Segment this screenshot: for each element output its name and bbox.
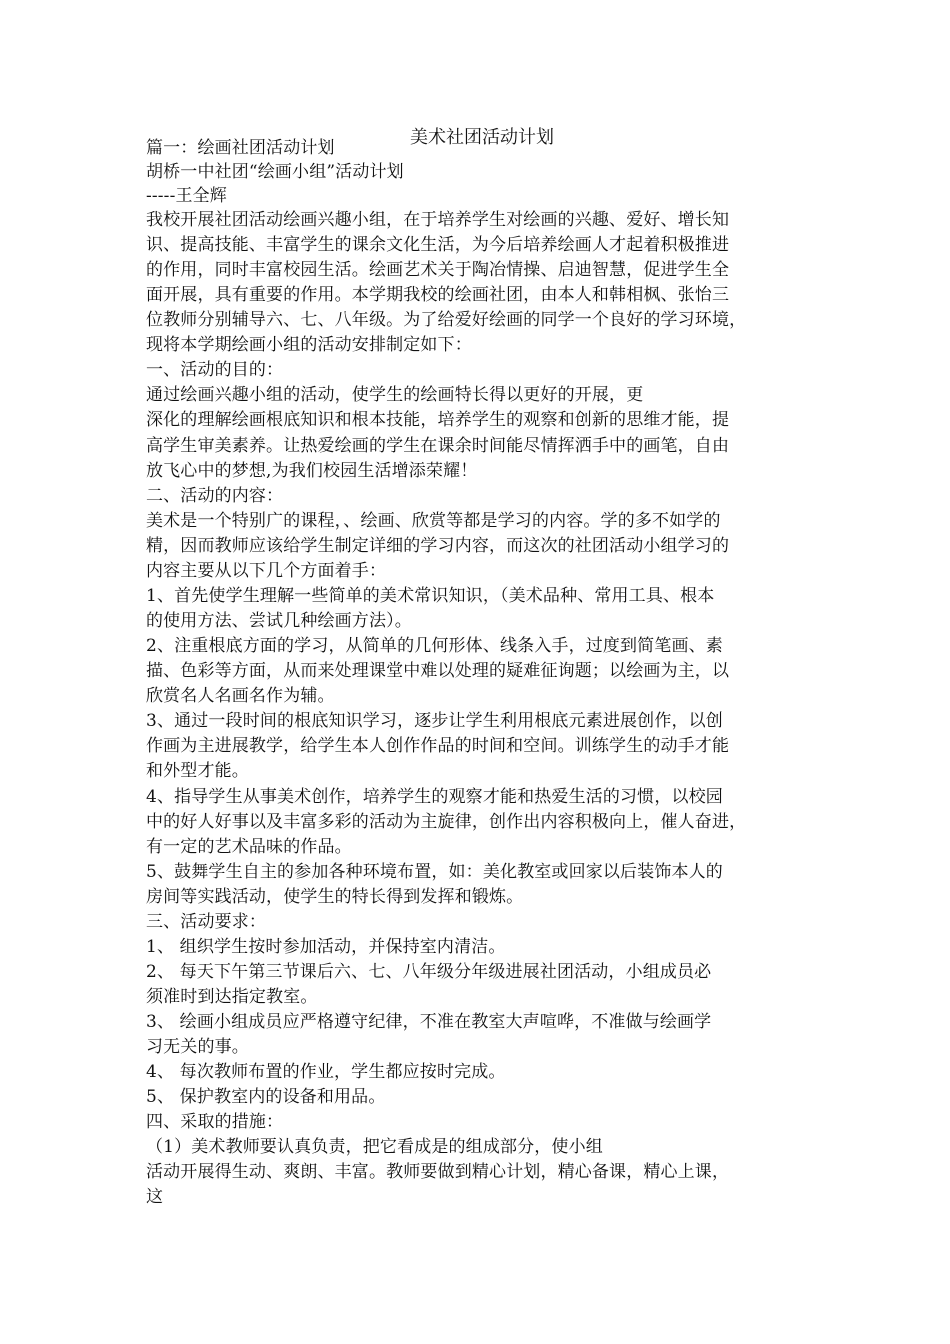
text-line: 二、活动的内容： [146, 486, 284, 506]
text-line: 中的好人好事以及丰富多彩的活动为主旋律，创作出内容积极向上，催人奋进， [146, 812, 747, 832]
text-line: 内容主要从以下几个方面着手： [146, 561, 387, 581]
text-line: 3、 绘画小组成员应严格遵守纪律，不准在教室大声喧哗，不准做与绘画学 [146, 1012, 712, 1032]
text-line: 须准时到达指定教室。 [146, 987, 318, 1007]
text-line: 的作用，同时丰富校园生活。绘画艺术关于陶冶情操、启迪智慧，促进学生全 [146, 260, 730, 280]
text-line: 1、 组织学生按时参加活动，并保持室内清洁。 [146, 937, 506, 957]
text-line: 1、首先使学生理解一些简单的美术常识知识，（美术品种、常用工具、根本 [146, 586, 715, 606]
text-line: 现将本学期绘画小组的活动安排制定如下： [146, 335, 472, 355]
text-line: 这 [146, 1187, 164, 1207]
text-line: 放飞心中的梦想,为我们校园生活增添荣耀！ [146, 461, 478, 481]
text-line: 识、提高技能、丰富学生的课余文化生活，为今后培养绘画人才起着积极推进 [146, 235, 730, 255]
text-line: 和外型才能。 [146, 761, 249, 781]
text-line: 3、通过一段时间的根底知识学习，逐步让学生利用根底元素进展创作，以创 [146, 711, 723, 731]
text-line: 面开展，具有重要的作用。本学期我校的绘画社团，由本人和韩相枫、张怡三 [146, 285, 730, 305]
text-line: 4、指导学生从事美术创作，培养学生的观察才能和热爱生活的习惯，以校园 [146, 787, 723, 807]
text-line: 通过绘画兴趣小组的活动，使学生的绘画特长得以更好的开展，更 [146, 385, 644, 405]
text-line: 4、 每次教师布置的作业，学生都应按时完成。 [146, 1062, 506, 1082]
text-line: 5、鼓舞学生自主的参加各种环境布置，如：美化教室或回家以后装饰本人的 [146, 862, 723, 882]
text-line: 的使用方法、尝试几种绘画方法）。 [146, 611, 412, 631]
text-line: 四、采取的措施： [146, 1112, 284, 1132]
text-line: 胡桥一中社团“绘画小组”活动计划 [146, 162, 404, 182]
text-line: 欣赏名人名画名作为辅。 [146, 686, 335, 706]
text-line: 习无关的事。 [146, 1037, 249, 1057]
text-line: 5、 保护教室内的设备和用品。 [146, 1087, 386, 1107]
text-line: 2、注重根底方面的学习，从简单的几何形体、线条入手，过度到简笔画、素 [146, 636, 723, 656]
text-line: 篇一：绘画社团活动计划 [146, 138, 335, 158]
text-line: （1）美术教师要认真负责，把它看成是的组成部分，使小组 [146, 1137, 603, 1157]
text-line: 精，因而教师应该给学生制定详细的学习内容，而这次的社团活动小组学习的 [146, 536, 730, 556]
text-line: 深化的理解绘画根底知识和根本技能，培养学生的观察和创新的思维才能，提 [146, 410, 730, 430]
text-line: 描、色彩等方面，从而来处理课堂中难以处理的疑难征询题；以绘画为主，以 [146, 661, 730, 681]
text-line: 美术是一个特别广的课程，、绘画、欣赏等都是学习的内容。学的多不如学的 [146, 511, 721, 531]
text-line: 位教师分别辅导六、七、八年级。为了给爱好绘画的同学一个良好的学习环境， [146, 310, 747, 330]
text-line: 2、 每天下午第三节课后六、七、八年级分年级进展社团活动，小组成员必 [146, 962, 712, 982]
text-line: 房间等实践活动，使学生的特长得到发挥和锻炼。 [146, 887, 524, 907]
text-line: 有一定的艺术品味的作品。 [146, 837, 352, 857]
text-line: 三、活动要求： [146, 912, 267, 932]
document-page [146, 124, 810, 1207]
text-line: 高学生审美素养。让热爱绘画的学生在课余时间能尽情挥洒手中的画笔，自由 [146, 436, 730, 456]
document-title: 美术社团活动计划 [410, 127, 554, 148]
text-line: 一、活动的目的： [146, 360, 284, 380]
text-line: 我校开展社团活动绘画兴趣小组，在于培养学生对绘画的兴趣、爱好、增长知 [146, 210, 730, 230]
text-line: 作画为主进展教学，给学生本人创作作品的时间和空间。训练学生的动手才能 [146, 736, 730, 756]
text-line: 活动开展得生动、爽朗、丰富。教师要做到精心计划，精心备课，精心上课， [146, 1162, 730, 1182]
text-line: -----王全辉 [146, 186, 227, 206]
